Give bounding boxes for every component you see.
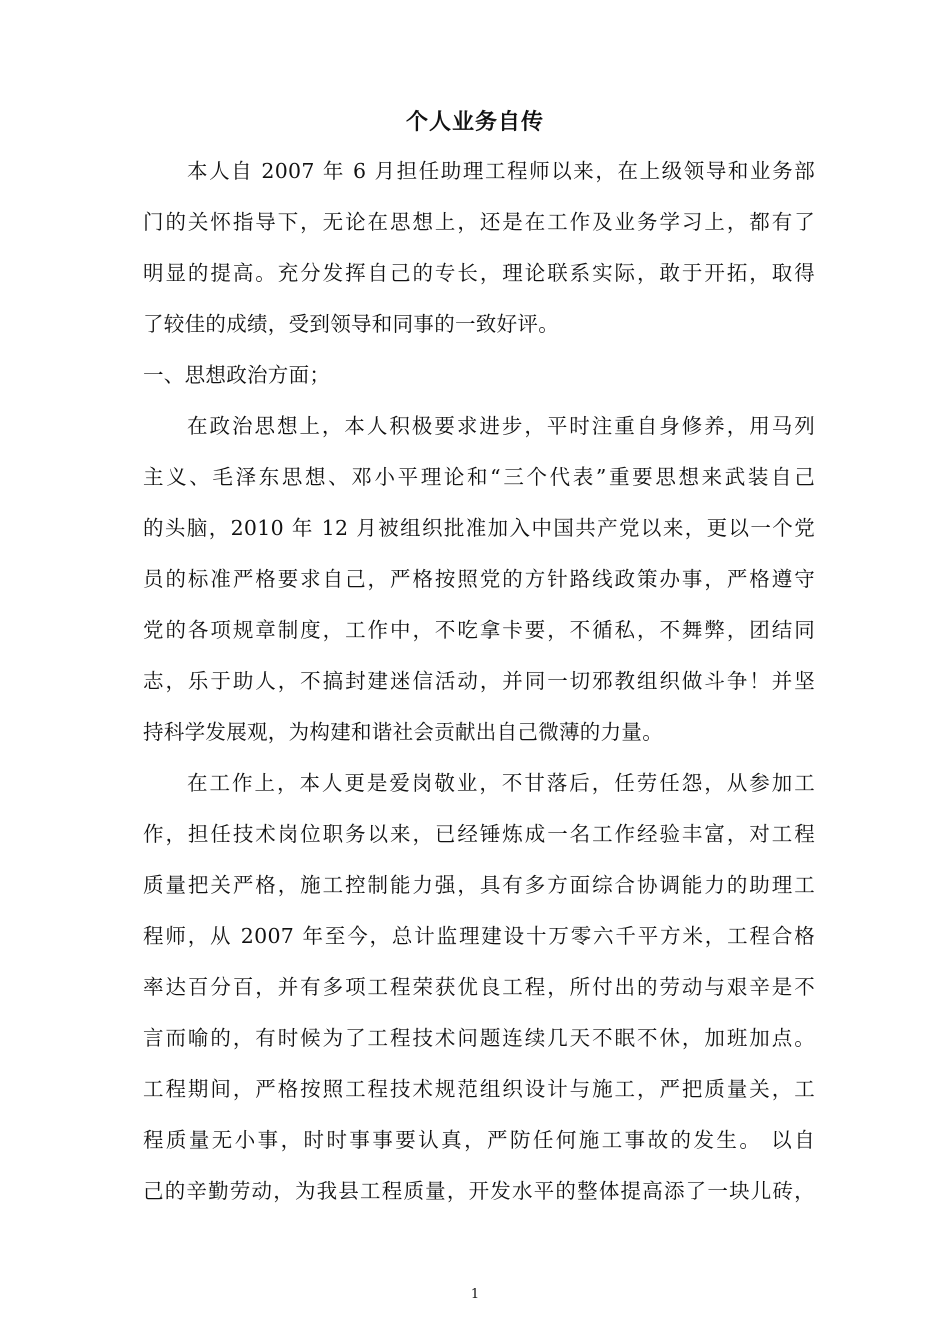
text-line: 质量把关严格，施工控制能力强，具有多方面综合协调能力的助理工 <box>143 873 815 897</box>
section-heading: 一、思想政治方面； <box>143 363 331 387</box>
page-number: 1 <box>470 1287 480 1302</box>
text-line: 党的各项规章制度，工作中，不吃拿卡要，不循私，不舞弊，团结同 <box>143 618 815 642</box>
text-line: 门的关怀指导下，无论在思想上，还是在工作及业务学习上，都有了 <box>143 210 815 234</box>
text-line: 持科学发展观，为构建和谐社会贡献出自己微薄的力量。 <box>143 720 663 744</box>
text-line: 员的标准严格要求自己，严格按照党的方针路线政策办事，严格遵守 <box>143 567 815 591</box>
text-line: 言而喻的，有时候为了工程技术问题连续几天不眠不休，加班加点。 <box>143 1026 815 1050</box>
text-line: 率达百分百，并有多项工程荣获优良工程，所付出的劳动与艰辛是不 <box>143 975 815 999</box>
document-body <box>143 153 815 1224</box>
text-line: 主义、毛泽东思想、邓小平理论和“三个代表”重要思想来武装自己 <box>143 465 815 489</box>
text-line: 程质量无小事，时时事事要认真，严防任何施工事故的发生。 以自 <box>143 1128 815 1152</box>
text-line: 本人自 2007 年 6 月担任助理工程师以来，在上级领导和业务部 <box>187 159 815 183</box>
text-line: 在政治思想上，本人积极要求进步，平时注重自身修养，用马列 <box>187 414 815 438</box>
text-line: 的头脑，2010 年 12 月被组织批准加入中国共产党以来，更以一个党 <box>143 516 815 540</box>
text-line: 工程期间，严格按照工程技术规范组织设计与施工，严把质量关，工 <box>143 1077 815 1101</box>
text-line: 在工作上，本人更是爱岗敬业，不甘落后，任劳任怨，从参加工 <box>187 771 815 795</box>
document-title: 个人业务自传 <box>405 109 544 135</box>
text-line: 作，担任技术岗位职务以来，已经锤炼成一名工作经验丰富，对工程 <box>143 822 815 846</box>
text-line: 志，乐于助人，不搞封建迷信活动，并同一切邪教组织做斗争！并坚 <box>143 669 815 693</box>
text-line: 程师，从 2007 年至今，总计监理建设十万零六千平方米，工程合格 <box>143 924 815 948</box>
text-line: 了较佳的成绩，受到领导和同事的一致好评。 <box>143 312 559 336</box>
text-line: 明显的提高。充分发挥自己的专长，理论联系实际，敢于开拓，取得 <box>143 261 815 285</box>
text-line: 己的辛勤劳动，为我县工程质量，开发水平的整体提高添了一块儿砖， <box>143 1179 815 1203</box>
